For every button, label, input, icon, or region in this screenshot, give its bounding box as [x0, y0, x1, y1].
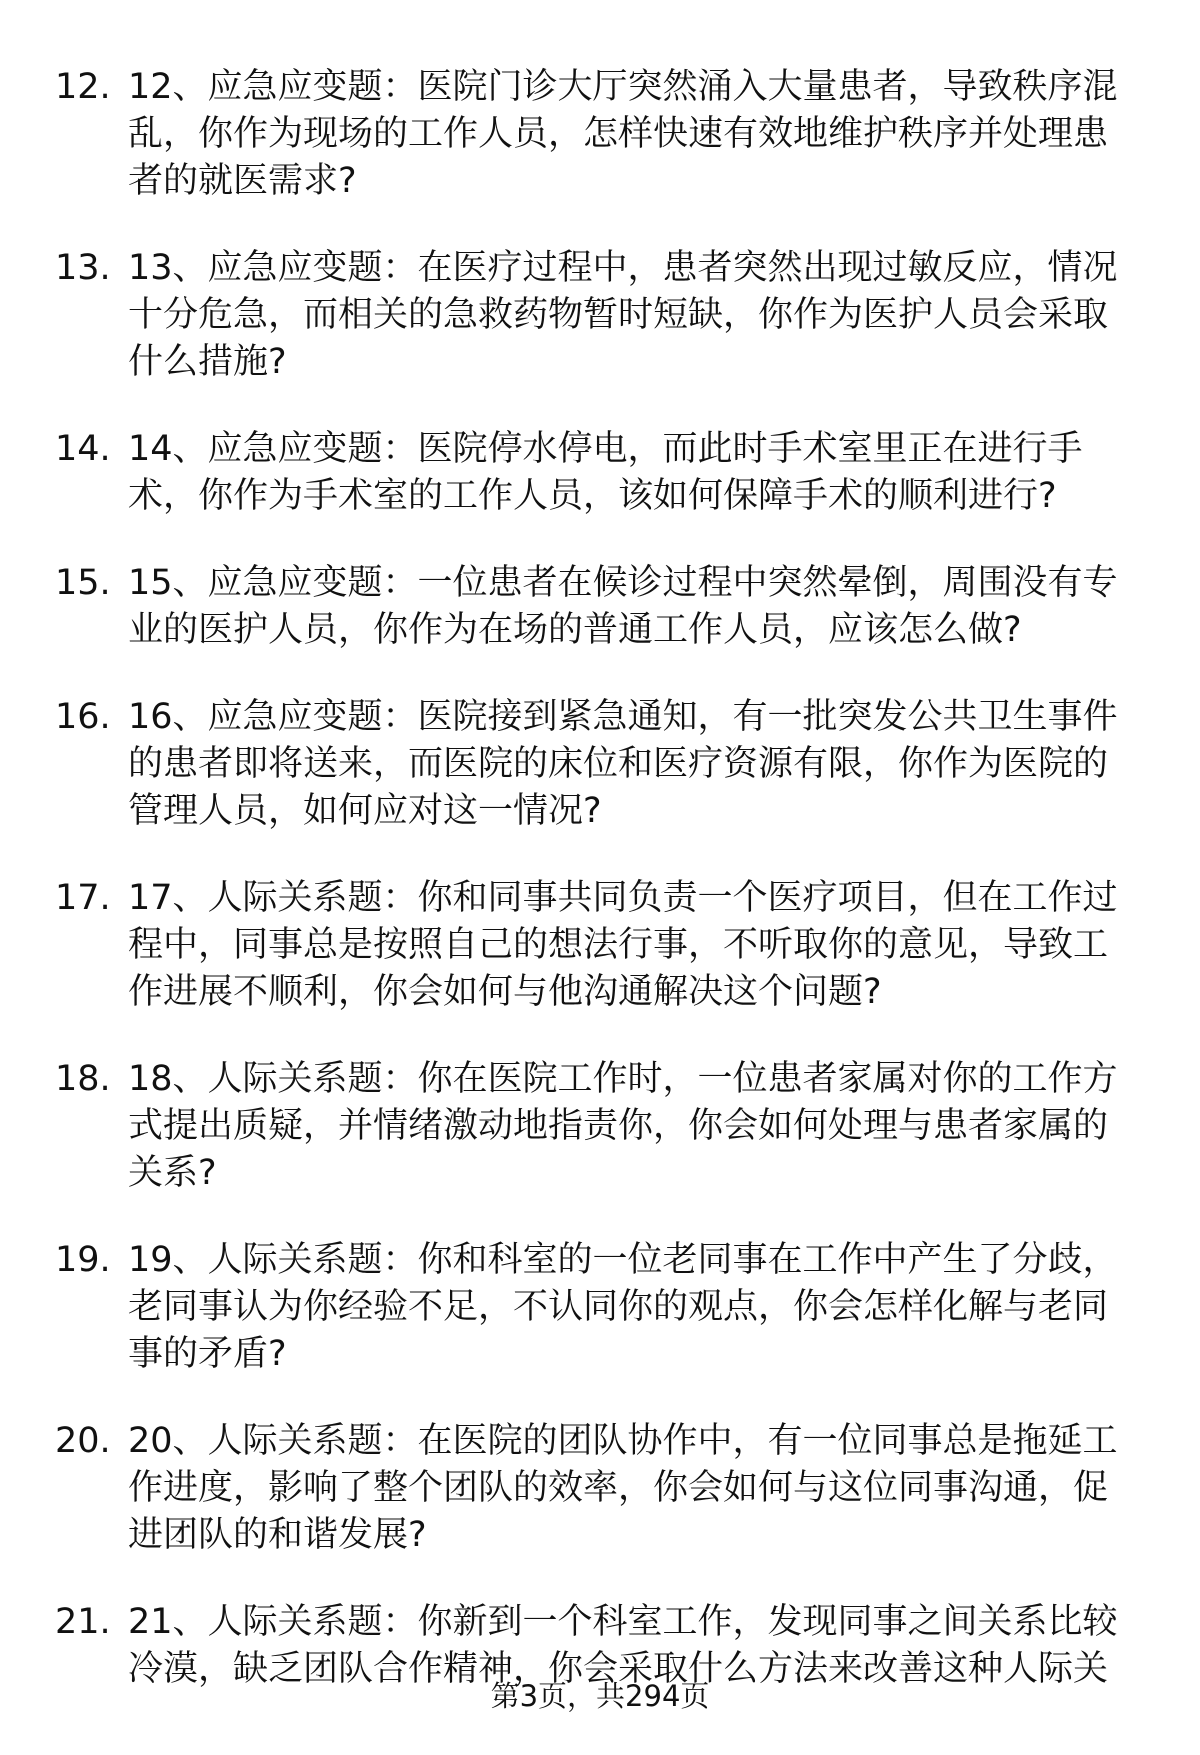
question-text-line: 业的医护人员，你作为在场的普通工作人员，应该怎么做?	[128, 610, 1022, 650]
question-text-line: 术，你作为手术室的工作人员，该如何保障手术的顺利进行?	[128, 476, 1057, 516]
question-text-line: 20、人际关系题：在医院的团队协作中，有一位同事总是拖延工	[128, 1421, 1118, 1461]
question-text	[128, 64, 1158, 205]
question-text-line: 19、人际关系题：你和科室的一位老同事在工作中产生了分歧，	[128, 1240, 1118, 1280]
question-item	[0, 426, 1200, 520]
question-text	[128, 694, 1158, 835]
question-number: 21.	[55, 1602, 111, 1642]
question-number: 15.	[55, 563, 111, 603]
question-text-line: 12、应急应变题：医院门诊大厅突然涌入大量患者，导致秩序混	[128, 67, 1118, 107]
question-text	[128, 875, 1158, 1016]
question-text-line: 冷漠，缺乏团队合作精神，你会采取什么方法来改善这种人际关	[128, 1649, 1109, 1689]
question-number: 16.	[55, 697, 111, 737]
question-text-line: 15、应急应变题：一位患者在候诊过程中突然晕倒，周围没有专	[128, 563, 1118, 603]
question-text-line: 程中，同事总是按照自己的想法行事，不听取你的意见，导致工	[128, 925, 1109, 965]
question-text-line: 十分危急，而相关的急救药物暂时短缺，你作为医护人员会采取	[128, 295, 1109, 335]
question-text-line: 21、人际关系题：你新到一个科室工作，发现同事之间关系比较	[128, 1602, 1118, 1642]
question-item	[0, 875, 1200, 1016]
question-text-line: 者的就医需求?	[128, 161, 357, 201]
question-number: 17.	[55, 878, 111, 918]
question-text-line: 事的矛盾?	[128, 1334, 287, 1374]
question-text-line: 17、人际关系题：你和同事共同负责一个医疗项目，但在工作过	[128, 878, 1118, 918]
page-footer: 第3页，共294页	[490, 1679, 710, 1713]
question-item	[0, 1418, 1200, 1559]
question-text	[128, 1418, 1158, 1559]
question-text-line: 的患者即将送来，而医院的床位和医疗资源有限，你作为医院的	[128, 744, 1109, 784]
question-text-line: 14、应急应变题：医院停水停电，而此时手术室里正在进行手	[128, 429, 1083, 469]
question-item	[0, 694, 1200, 835]
question-number: 18.	[55, 1059, 111, 1099]
question-text-line: 老同事认为你经验不足，不认同你的观点，你会怎样化解与老同	[128, 1287, 1109, 1327]
question-number: 12.	[55, 67, 111, 107]
question-text-line: 式提出质疑，并情绪激动地指责你，你会如何处理与患者家属的	[128, 1106, 1109, 1146]
question-text-line: 作进度，影响了整个团队的效率，你会如何与这位同事沟通，促	[128, 1468, 1109, 1508]
question-text-line: 13、应急应变题：在医疗过程中，患者突然出现过敏反应，情况	[128, 248, 1118, 288]
question-text-line: 18、人际关系题：你在医院工作时，一位患者家属对你的工作方	[128, 1059, 1118, 1099]
question-text	[128, 1056, 1158, 1197]
question-text-line: 乱，你作为现场的工作人员，怎样快速有效地维护秩序并处理患	[128, 114, 1109, 154]
question-number: 19.	[55, 1240, 111, 1280]
question-item	[0, 1056, 1200, 1197]
question-list	[0, 64, 1200, 1733]
question-item	[0, 560, 1200, 654]
question-text	[128, 560, 1158, 654]
question-item	[0, 1237, 1200, 1378]
question-text-line: 管理人员，如何应对这一情况?	[128, 791, 602, 831]
question-number: 13.	[55, 248, 111, 288]
question-text	[128, 1237, 1158, 1378]
question-text-line: 关系?	[128, 1153, 217, 1193]
question-text	[128, 426, 1158, 520]
question-item	[0, 64, 1200, 205]
question-text	[128, 245, 1158, 386]
question-text-line: 进团队的和谐发展?	[128, 1515, 427, 1555]
question-text-line: 什么措施?	[128, 342, 287, 382]
question-text-line: 16、应急应变题：医院接到紧急通知，有一批突发公共卫生事件	[128, 697, 1118, 737]
question-number: 14.	[55, 429, 111, 469]
question-text-line: 作进展不顺利，你会如何与他沟通解决这个问题?	[128, 972, 882, 1012]
question-item	[0, 245, 1200, 386]
question-number: 20.	[55, 1421, 111, 1461]
